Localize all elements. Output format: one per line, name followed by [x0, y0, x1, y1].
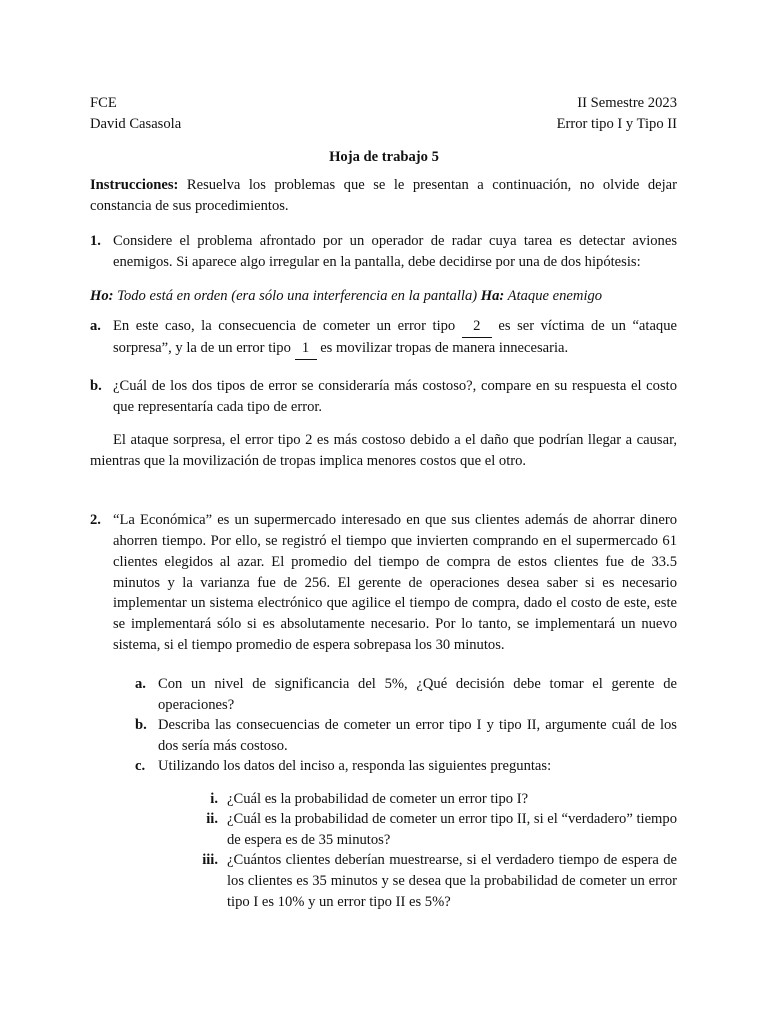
- question-1a-text: [113, 316, 677, 360]
- question-2b-label: b.: [135, 717, 147, 733]
- question-2c-text: Utilizando los datos del inciso a, responda las siguientes preguntas:: [158, 758, 552, 774]
- question-2c-i-text: ¿Cuál es la probabilidad de cometer un error tipo I?: [227, 791, 529, 807]
- question-1a: [90, 316, 677, 360]
- page-title: Hoja de trabajo 5: [329, 149, 439, 165]
- question-1a-label: a.: [90, 318, 101, 334]
- question-1: [90, 231, 677, 273]
- question-2-number: 2.: [90, 512, 101, 528]
- header-left: [90, 93, 181, 135]
- question-2c-label: c.: [135, 758, 146, 774]
- answer-blank-1: 2: [462, 316, 492, 338]
- question-2c-ii-text: ¿Cuál es la probabilidad de cometer un error tipo II, si el “verdadero” tiempo de espera es de 35 minutos?: [227, 811, 677, 848]
- question-2b: [135, 715, 677, 757]
- question-2: [90, 510, 677, 656]
- hypotheses: [90, 286, 677, 307]
- instructions: [90, 175, 677, 217]
- question-2c-i: [198, 789, 677, 810]
- question-2c-ii: [198, 809, 677, 851]
- header-author: David Casasola: [90, 115, 182, 132]
- question-1-number: 1.: [90, 233, 101, 249]
- header-course: FCE: [90, 95, 117, 111]
- instructions-label: Instrucciones:: [90, 177, 179, 193]
- ha-text: Ataque enemigo: [504, 288, 603, 304]
- question-2c-iii-label: iii.: [202, 852, 218, 868]
- question-2a-text: Con un nivel de significancia del 5%, ¿Qué decisión debe tomar el gerente de operaciones?: [158, 676, 677, 713]
- question-1a-part2: es ser víctima de un “ataque sorpresa”, y la de un error tipo: [113, 318, 678, 356]
- question-1b-label: b.: [90, 378, 102, 394]
- question-1b-text: ¿Cuál de los dos tipos de error se consideraría más costoso?, compare en su respuesta el costo que representaría cada tipo de error.: [113, 378, 677, 415]
- question-1a-part1: En este caso, la consecuencia de cometer un error tipo: [113, 318, 462, 334]
- question-2c-ii-label: ii.: [206, 811, 218, 827]
- question-1a-part3: es movilizar tropas de manera innecesaria.: [316, 339, 569, 356]
- ha-label: Ha:: [480, 288, 505, 304]
- ho-text: Todo está en orden (era sólo una interferencia en la pantalla): [113, 288, 481, 304]
- answer-blank-2: 1: [295, 338, 317, 360]
- question-1b: [90, 376, 677, 418]
- question-2c: [135, 756, 677, 777]
- question-1-text: Considere el problema afrontado por un operador de radar cuya tarea es detectar aviones enemigos. Si aparece algo irregular en la pantalla, debe decidirse por una de dos hipótesis:: [113, 233, 677, 270]
- question-2-text: “La Económica” es un supermercado interesado en que sus clientes además de ahorrar dinero ahorren tiempo. Por ello, se registró el tiempo que invierten comprando en el supermercado 61 clientes elegidos al azar. El promedio del tiempo de compra de estos clientes fue de 33.5 minutos y la varianza fue de 256. El gerente de operaciones desea saber si es necesario implementar un sistema electrónico que agilice el tiempo de compra, dado el costo de este, este se implementará sólo si es absolutamente necesario. Por lo tanto, se implementará un nuevo sistema, si el tiempo promedio de espera sobrepasa los 30 minutos.: [113, 512, 677, 654]
- header-semester: II Semestre 2023: [577, 95, 677, 111]
- question-2c-iii: [198, 850, 677, 913]
- question-2c-i-label: i.: [210, 791, 218, 807]
- instructions-text: Resuelva los problemas que se le presentan a continuación, no olvide dejar constancia de sus procedimientos.: [90, 177, 677, 214]
- question-1-answer: El ataque sorpresa, el error tipo 2 es más costoso debido a el daño que podrían llegar a causar, mientras que la movilización de tropas implica menores costos que el otro.: [90, 432, 677, 469]
- question-2b-text: Describa las consecuencias de cometer un error tipo I y tipo II, argumente cuál de los dos sería más costoso.: [158, 717, 677, 754]
- question-2a: [135, 674, 677, 716]
- question-2a-label: a.: [135, 676, 146, 692]
- header-right: [557, 93, 677, 135]
- header-topic: Error tipo I y Tipo II: [556, 115, 677, 132]
- question-2c-iii-text: ¿Cuántos clientes deberían muestrearse, si el verdadero tiempo de espera de los clientes es 35 minutos y se desea que la probabilidad de cometer un error tipo I es 10% y un error tipo II es 5%?: [227, 852, 677, 910]
- ho-label: Ho:: [90, 288, 114, 304]
